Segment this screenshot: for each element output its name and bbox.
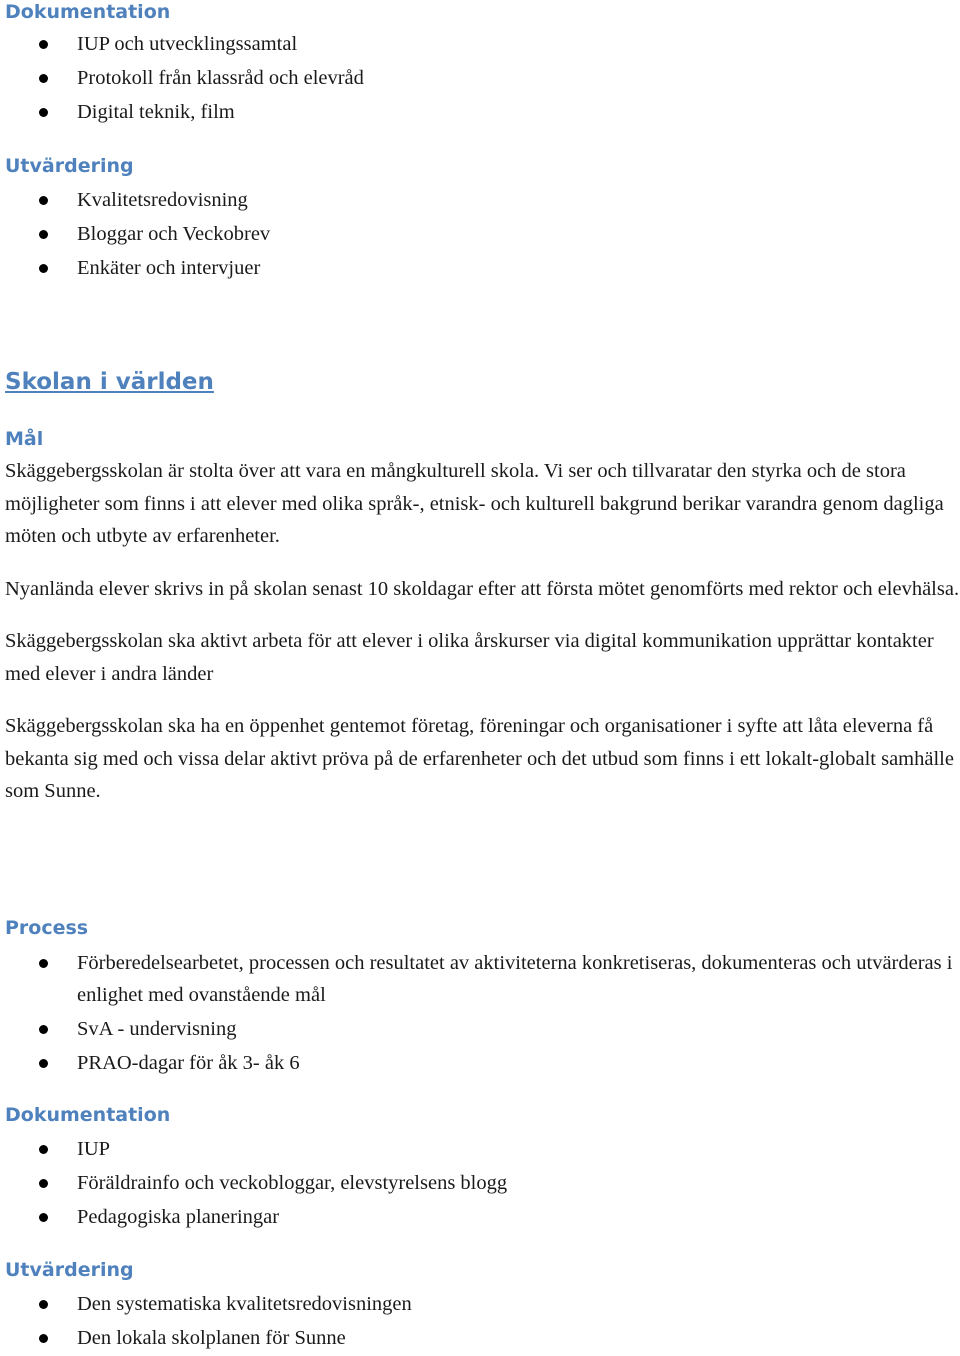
- bullet-icon: [39, 230, 48, 239]
- process-list: [5, 947, 960, 1081]
- paragraph: Skäggebergsskolan ska aktivt arbeta för att elever i olika årskurser via digital kommunikation upprättar kontakter med elever i andra länder: [5, 630, 934, 685]
- dokumentation-list-2: [5, 1133, 960, 1235]
- bullet-icon: [39, 264, 48, 273]
- bullet-icon: [39, 959, 48, 968]
- list-item: IUP och utvecklingssamtal: [5, 28, 960, 60]
- dokumentation-heading: Dokumentation: [5, 1104, 171, 1126]
- bullet-icon: [39, 196, 48, 205]
- dokumentation-section-1: [5, 0, 170, 24]
- bullet-icon: [39, 1213, 48, 1222]
- list-item: Digital teknik, film: [5, 96, 960, 128]
- bullet-icon: [39, 108, 48, 117]
- dokumentation-list-1: [5, 28, 960, 130]
- bullet-icon: [39, 1145, 48, 1154]
- list-item: Enkäter och intervjuer: [5, 252, 960, 284]
- utvardering-list-2: [5, 1288, 960, 1356]
- mal-heading: Mål: [5, 428, 44, 450]
- process-heading: Process: [5, 917, 89, 939]
- list-item: SvA - undervisning: [5, 1013, 960, 1045]
- utvardering-heading: Utvärdering: [5, 155, 134, 177]
- mal-body: [5, 455, 960, 808]
- paragraph: Nyanlända elever skrivs in på skolan senast 10 skoldagar efter att första mötet genomförts med rektor och elevhälsa.: [5, 577, 960, 600]
- paragraph: Skäggebergsskolan ska ha en öppenhet gentemot företag, föreningar och organisationer i syfte att låta eleverna få bekanta sig med och vissa delar aktivt pröva på de erfarenheter och det utbud som finns i ett lokalt-globalt samhälle som Sunne.: [5, 715, 954, 802]
- list-item: Den systematiska kvalitetsredovisningen: [5, 1288, 960, 1320]
- list-item: Den lokala skolplanen för Sunne: [5, 1322, 960, 1354]
- list-item: Föräldrainfo och veckobloggar, elevstyrelsens blogg: [5, 1167, 960, 1199]
- list-item: Förberedelsearbetet, processen och resultatet av aktiviteterna konkretiseras, dokumenteras och utvärderas i enlighet med ovanstående mål: [5, 947, 960, 1011]
- list-item: Protokoll från klassråd och elevråd: [5, 62, 960, 94]
- list-item: Kvalitetsredovisning: [5, 184, 960, 216]
- bullet-icon: [39, 1059, 48, 1068]
- list-item: IUP: [5, 1133, 960, 1165]
- dokumentation-heading: Dokumentation: [5, 1, 171, 23]
- paragraph: Skäggebergsskolan är stolta över att vara en mångkulturell skola. Vi ser och tillvaratar den styrka och de stora möjligheter som finns i att elever med olika språk-, etnisk- och kulturell bakgrund berikar varandra genom dagliga möten och utbyte av erfarenheter.: [5, 460, 944, 547]
- bullet-icon: [39, 1025, 48, 1034]
- utvardering-heading: Utvärdering: [5, 1259, 134, 1281]
- list-item: Pedagogiska planeringar: [5, 1201, 960, 1233]
- bullet-icon: [39, 1179, 48, 1188]
- section-title: Skolan i världen: [5, 369, 214, 395]
- bullet-icon: [39, 40, 48, 49]
- list-item: PRAO-dagar för åk 3- åk 6: [5, 1047, 960, 1079]
- list-item: Bloggar och Veckobrev: [5, 218, 960, 250]
- utvardering-list-1: [5, 184, 960, 286]
- bullet-icon: [39, 74, 48, 83]
- bullet-icon: [39, 1334, 48, 1343]
- bullet-icon: [39, 1300, 48, 1309]
